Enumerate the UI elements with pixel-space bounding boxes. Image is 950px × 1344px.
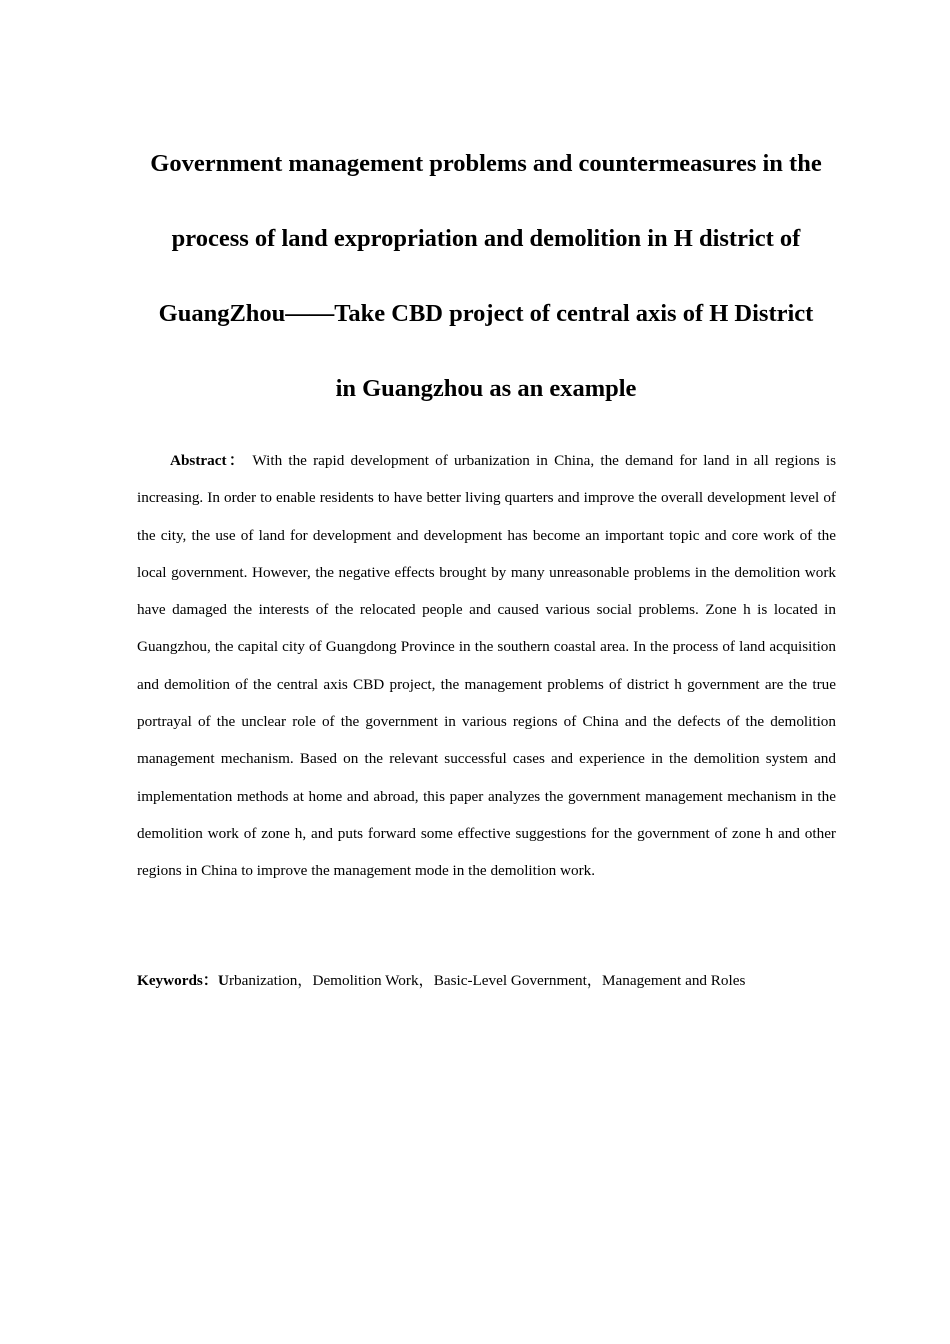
abstract-label: Abstract： [170, 452, 247, 469]
abstract-paragraph [137, 442, 836, 890]
title-line-3: GuangZhou——Take CBD project of central axis of H District [158, 300, 814, 327]
keywords-text: rbanization，Demolition Work，Basic-Level Government，Management and Roles [228, 972, 746, 989]
keywords-line [137, 962, 836, 999]
title-line-2: process of land expropriation and demolition in H district of [171, 225, 801, 252]
document-title [120, 126, 852, 426]
title-line-1: Government management problems and countermeasures in the [150, 150, 822, 177]
abstract-text: With the rapid development of urbanization in China, the demand for land in all regions is increasing. In order to enable residents to have better living quarters and improve the overall development level of the city, the use of land for development and development has become an important topic and core work of the local government. However, the negative effects brought by many unreasonable problems in the demolition work have damaged the interests of the relocated people and caused various social problems. Zone h is located in Guangzhou, the capital city of Guangdong Province in the southern coastal area. In the process of land acquisition and demolition of the central axis CBD project, the management problems of district h government are the true portrayal of the unclear role of the government in various regions of China and the defects of the demolition management mechanism. Based on the relevant successful cases and experience in the demolition system and implementation methods at home and abroad, this paper analyzes the government management mechanism in the demolition work of zone h, and puts forward some effective suggestions for the government of zone h and other regions in China to improve the management mode in the demolition work. [137, 452, 837, 880]
keywords-label: Keywords： [137, 972, 218, 989]
keywords-first-letter: U [218, 972, 229, 989]
title-line-4: in Guangzhou as an example [335, 375, 637, 402]
